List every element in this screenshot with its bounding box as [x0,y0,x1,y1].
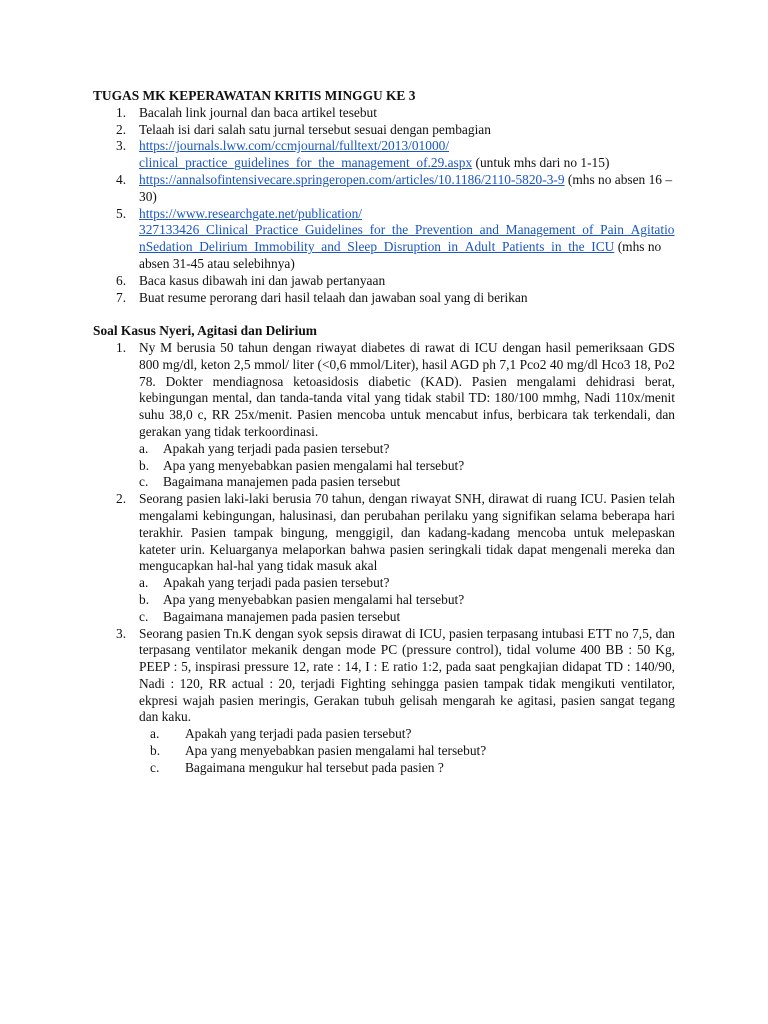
question-letter: b. [150,743,161,759]
task-item-6 [93,273,675,290]
case-question [93,726,675,743]
case-text: Seorang pasien Tn.K dengan syok sepsis dirawat di ICU, pasien terpasang intubasi ETT no 7,5, dan terpasang ventilator mekanik dengan mode PC (pressure control), tidal volume 400 BB : 50 Kg, PEEP : 5, inspirasi pressure 12, rate : 14, I : E ratio 1:2, pada saat pengkajian didapat TD : 140/90, Nadi : 120, RR actual : 20, terjadi Fighting sehingga pasien tampak tidak mengikuti ventilator, ekpresi wajah pasien meringis, Gerakan tubuh gelisah mengarah ke agitasi, pasien sangat tegang dan kaku. [139,625,675,725]
task-text: Baca kasus dibawah ini dan jawab pertanyaan [139,272,386,288]
task-item-7 [93,290,675,307]
case-text: Ny M berusia 50 tahun dengan riwayat diabetes di rawat di ICU dengan hasil pemeriksaan GDS 800 mg/dl, keton 2,5 mmol/ liter (<0,6 mmol/Liter), hasil AGD ph 7,1 Pco2 40 mg/dl Hco3 18, Po2 78. Dokter mendiagnosa ketoasidosis diabetic (KAD). Pasien mengalami dehidrasi berat, kebingungan mental, dan tanda-tanda vital yang tidak stabil TD: 180/100 mmhg, Nadi 110x/menit suhu 38,0 c, RR 25x/menit. Pasien mencoba untuk mencabut infus, berbicara tak terkendali, dan gerakan yang tidak terkoordinasi. [139,339,675,439]
journal-link-ccm-line2: clinical_practice_guidelines_for_the_management_of.29.aspx [139,155,473,171]
task-item-3 [93,138,675,172]
task-number: 3. [116,138,127,154]
case-question [139,609,675,626]
question-text: Apakah yang terjadi pada pasien tersebut? [185,726,412,742]
task-number: 5. [116,205,127,221]
task-number: 2. [116,121,127,137]
case-question [139,441,675,458]
case-item-1 [93,340,675,491]
question-letter: a. [139,575,149,591]
task-item-2 [93,122,675,139]
question-text: Bagaimana manajemen pada pasien tersebut [163,474,401,490]
journal-link-annals[interactable]: https://annalsofintensivecare.springeropen.com/articles/10.1186/2110-5820-3-9 [139,171,565,187]
journal-link-ccm-line1: https://journals.lww.com/ccmjournal/fulltext/2013/01000/ [139,138,450,154]
task-item-5 [93,206,675,273]
question-letter: b. [139,457,150,473]
case-number: 3. [116,625,127,641]
journal-link-researchgate-line2: 327133426_Clinical_Practice_Guidelines_for_the_Prevention_and_Management_of_Pain_AgitationSedation_Delirium_Immobility_and_Sleep_Disruption_in_Adult_Patients_in_the_ICU [139,222,675,255]
case-question [93,743,675,760]
task-list [93,105,675,307]
case-question [139,592,675,609]
case-text: Seorang pasien laki-laki berusia 70 tahun, dengan riwayat SNH, dirawat di ruang ICU. Pasien telah mengalami kebingungan, halusinasi, dan perubahan perilaku yang signifikan selama beberapa hari terakhir. Pasien tampak bingung, menggigil, dan kadang-kadang mencoba untuk melepaskan kateter urin. Keluarganya melaporkan bahwa pasien seringkali tidak dapat mengenali mereka dan mengucapkan hal-hal yang tidak masuk akal [139,491,675,574]
case-number: 2. [116,491,127,507]
case-question [139,458,675,475]
task-number: 6. [116,272,127,288]
task-number: 7. [116,289,127,305]
journal-link-researchgate-line1: https://www.researchgate.net/publication/ [139,205,362,221]
task-item-1 [93,105,675,122]
question-letter: a. [150,726,160,742]
question-text: Bagaimana mengukur hal tersebut pada pasien ? [185,759,444,775]
question-letter: b. [139,591,150,607]
task-number: 1. [116,104,127,120]
question-letter: c. [139,474,149,490]
case-question [93,760,675,777]
task-text: Buat resume perorang dari hasil telaah dan jawaban soal yang di berikan [139,289,528,305]
question-text: Apa yang menyebabkan pasien mengalami hal tersebut? [163,457,465,473]
question-text: Bagaimana manajemen pada pasien tersebut [163,608,401,624]
case-number: 1. [116,339,127,355]
journal-link-ccm[interactable] [139,138,472,170]
task-text: Bacalah link journal dan baca artikel tesebut [139,104,377,120]
question-text: Apakah yang terjadi pada pasien tersebut? [163,575,390,591]
question-letter: a. [139,440,149,456]
case-list [93,340,675,777]
document-title: TUGAS MK KEPERAWATAN KRITIS MINGGU KE 3 [93,88,416,103]
task-item-4 [93,172,675,206]
task-suffix: (untuk mhs dari no 1-15) [472,155,610,171]
task-text: Telaah isi dari salah satu jurnal tersebut sesuai dengan pembagian [139,121,491,137]
task-suffix: (mhs no absen 16 – 30) [139,171,673,204]
document-page [93,88,675,777]
question-text: Apa yang menyebabkan pasien mengalami hal tersebut? [185,743,487,759]
case-question [139,474,675,491]
case-item-2 [93,491,675,625]
question-text: Apa yang menyebabkan pasien mengalami hal tersebut? [163,591,465,607]
journal-link-researchgate[interactable] [139,206,675,255]
task-number: 4. [116,171,127,187]
question-letter: c. [139,608,149,624]
question-text: Apakah yang terjadi pada pasien tersebut? [163,440,390,456]
case-item-3 [93,626,675,727]
task-suffix: (mhs no absen 31-45 atau selebihnya) [139,239,662,271]
question-letter: c. [150,759,160,775]
case-section-title: Soal Kasus Nyeri, Agitasi dan Delirium [93,323,317,339]
section-spacer [93,306,675,323]
case-question [139,575,675,592]
